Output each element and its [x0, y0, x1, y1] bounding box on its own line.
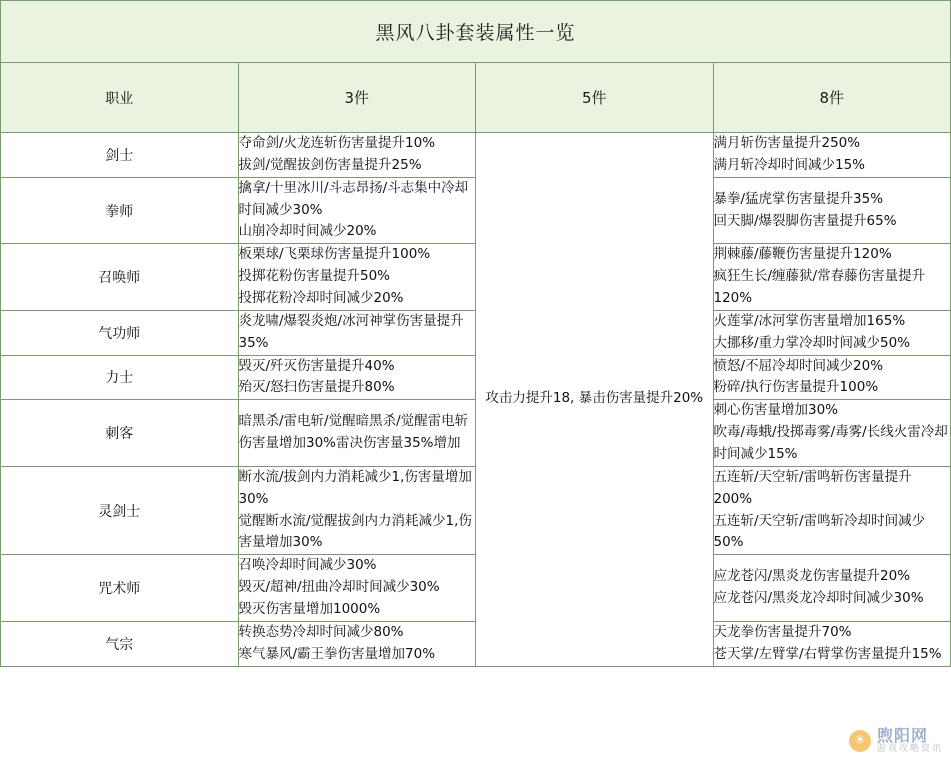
effect-line: 回天脚/爆裂脚伤害量提升65% — [713, 212, 897, 229]
effect-line: 投掷花粉伤害量提升50% — [238, 268, 391, 285]
effect-line: 暴拳/猛虎掌伤害量提升35% — [713, 190, 884, 207]
header-class: 职业 — [1, 63, 239, 133]
effect-line: 毁灭/超神/扭曲冷却时间减少30% — [238, 579, 440, 596]
effect-line: 应龙苍闪/黑炎龙冷却时间减少30% — [713, 590, 924, 607]
class-name: 咒术师 — [1, 555, 239, 622]
eight-piece-effects — [713, 555, 951, 622]
page-title: 黑风八卦套装属性一览 — [1, 1, 951, 63]
effect-line: 拔剑/觉醒拔剑伤害量提升25% — [238, 156, 422, 173]
three-piece-effects — [238, 244, 476, 311]
effect-line: 夺命剑/火龙连斩伤害量提升10% — [238, 135, 436, 151]
effect-line: 五连斩/天空斩/雷鸣斩冷却时间减少50% — [713, 512, 926, 551]
effect-line: 刺心伤害量增加30% — [713, 402, 839, 419]
eight-piece-effects — [713, 310, 951, 355]
eight-piece-effects — [713, 621, 951, 666]
class-name: 力士 — [1, 355, 239, 400]
three-piece-effects — [238, 466, 476, 554]
eight-piece-effects — [713, 400, 951, 467]
effect-line: 山崩冷却时间减少20% — [238, 223, 377, 240]
effect-line: 投掷花粉冷却时间减少20% — [238, 290, 404, 307]
effect-line: 觉醒断水流/觉醒拔剑内力消耗减少1,伤害量增加30% — [238, 512, 472, 551]
header-eight-piece: 8件 — [713, 63, 951, 133]
effect-line: 召唤冷却时间减少30% — [238, 557, 377, 574]
three-piece-effects — [238, 555, 476, 622]
three-piece-effects — [238, 400, 476, 467]
effect-line: 炎龙啸/爆裂炎炮/冰河神掌伤害量提升35% — [238, 312, 464, 351]
effect-line: 疯狂生长/缠藤狱/常春藤伤害量提升120% — [713, 268, 926, 307]
effect-line: 火莲掌/冰河掌伤害量增加165% — [713, 312, 906, 329]
effect-line: 殆灭/怒扫伤害量提升80% — [238, 379, 395, 396]
effect-line: 愤怒/不屈冷却时间减少20% — [713, 357, 884, 374]
effect-line: 寒气暴风/霸王拳伤害量增加70% — [238, 645, 436, 662]
effect-line: 擒拿/十里冰川/斗志昂扬/斗志集中冷却时间减少30% — [238, 179, 469, 218]
effect-line: 转换态势冷却时间减少80% — [238, 623, 404, 640]
watermark — [849, 725, 943, 754]
header-three-piece: 3件 — [238, 63, 476, 133]
five-piece-effects: 攻击力提升18, 暴击伤害量提升20% — [476, 133, 714, 667]
header-five-piece: 5件 — [476, 63, 714, 133]
table-title-row — [1, 1, 951, 63]
effect-line: 应龙苍闪/黑炎龙伤害量提升20% — [713, 568, 911, 585]
effect-line: 毁灭/歼灭伤害量提升40% — [238, 357, 395, 374]
effect-line: 满月斩伤害量提升250% — [713, 135, 861, 151]
effect-line: 毁灭伤害量增加1000% — [238, 601, 381, 618]
effect-line: 吹毒/毒蛾/投掷毒雾/毒雾/长线火雷冷却时间减少15% — [713, 424, 948, 463]
effect-line: 暗黑杀/雷电斩/觉醒暗黑杀/觉醒雷电斩伤害量增加30%雷决伤害量35%增加 — [238, 413, 469, 452]
table-header-row — [1, 63, 951, 133]
three-piece-effects — [238, 355, 476, 400]
class-name: 气宗 — [1, 621, 239, 666]
effect-line: 天龙拳伤害量提升70% — [713, 623, 852, 640]
three-piece-effects — [238, 621, 476, 666]
effect-line: 粉碎/执行伤害量提升100% — [713, 379, 879, 396]
eight-piece-effects — [713, 133, 951, 178]
class-name: 气功师 — [1, 310, 239, 355]
watermark-main: 煦阳网 — [876, 725, 928, 745]
class-name: 灵剑士 — [1, 466, 239, 554]
circle-logo-icon: ☀ — [849, 730, 871, 752]
effect-line: 断水流/拔剑内力消耗减少1,伤害量增加30% — [238, 468, 472, 507]
effect-line: 五连斩/天空斩/雷鸣斩伤害量提升200% — [713, 468, 912, 507]
effect-line: 苍天掌/左臂掌/右臂掌伤害量提升15% — [713, 645, 942, 662]
class-name: 剑士 — [1, 133, 239, 178]
effect-line: 荆棘藤/藤鞭伤害量提升120% — [713, 246, 892, 263]
class-name: 召唤师 — [1, 244, 239, 311]
class-name: 拳师 — [1, 177, 239, 244]
watermark-sub: 游戏攻略资讯 — [876, 743, 943, 754]
table-row — [1, 133, 951, 178]
effect-line: 板栗球/飞栗球伤害量提升100% — [238, 246, 431, 263]
three-piece-effects — [238, 133, 476, 178]
effect-line: 大挪移/重力掌冷却时间减少50% — [713, 334, 911, 351]
three-piece-effects — [238, 310, 476, 355]
eight-piece-effects — [713, 466, 951, 554]
effect-line: 满月斩冷却时间减少15% — [713, 156, 866, 173]
three-piece-effects — [238, 177, 476, 244]
watermark-text — [876, 725, 943, 754]
eight-piece-effects — [713, 355, 951, 400]
class-name: 刺客 — [1, 400, 239, 467]
eight-piece-effects — [713, 244, 951, 311]
eight-piece-effects — [713, 177, 951, 244]
